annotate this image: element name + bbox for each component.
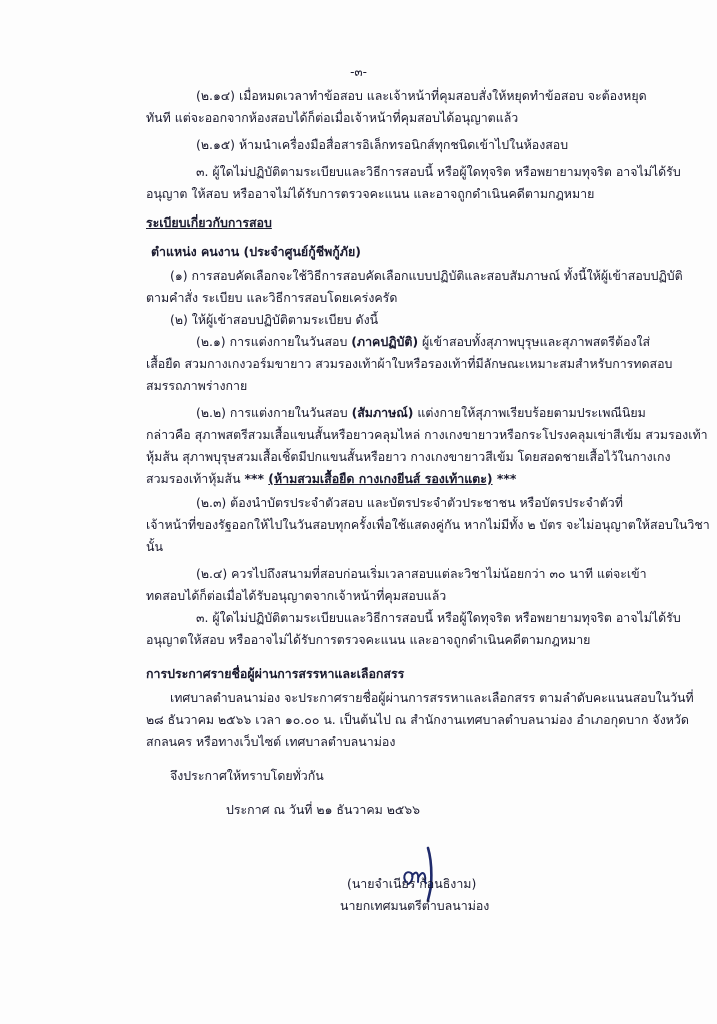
item-3-line-1: ๓. ผู้ใดไม่ปฏิบัติตามระเบียบและวิธีการสอบนี้ หรือผู้ใดทุจริต หรือพยายามทุจริต อาจไม่ได้รับ xyxy=(196,164,681,179)
rule-2: (๒) ให้ผู้เข้าสอบปฏิบัติตามระเบียบ ดังนี้ xyxy=(170,312,379,327)
rule-2-2-suffix: แต่งกายให้สุภาพเรียบร้อยตามประเพณีนิยม xyxy=(413,405,646,420)
rule-3-line-2: อนุญาตให้สอบ หรืออาจไม่ได้รับการตรวจคะแนน และอาจถูกดำเนินคดีตามกฎหมาย xyxy=(146,632,591,647)
item-2-14-line-2: ทันที แต่จะออกจากห้องสอบได้ก็ต่อเมื่อเจ้าหน้าที่คุมสอบได้อนุญาตแล้ว xyxy=(146,110,519,125)
rule-2-4-line-2: ทดสอบได้ก็ต่อเมื่อได้รับอนุญาตจากเจ้าหน้าที่คุมสอบแล้ว xyxy=(146,588,447,603)
page-number: -๓- xyxy=(350,65,367,79)
stars-left: *** xyxy=(244,471,269,486)
rule-2-1-line-3: สมรรถภาพร่างกาย xyxy=(146,378,248,393)
item-3-line-2: อนุญาต ให้สอบ หรืออาจไม่ได้รับการตรวจคะแนน และอาจถูกดำเนินคดีตามกฎหมาย xyxy=(146,186,595,201)
signer-title: นายกเทศมนตรีตำบลนาม่อง xyxy=(340,898,490,913)
announce-line-3: สกลนคร หรือทางเว็บไซต์ เทศบาลตำบลนาม่อง xyxy=(146,734,396,749)
rule-2-1-line-2: เสื้อยืด สวมกางเกงวอร์มขายาว สวมรองเท้าผ้าใบหรือรองเท้าที่มีลักษณะเหมาะสมสำหรับการทดสอบ xyxy=(146,356,673,371)
rule-2-2-line-4 xyxy=(146,470,516,487)
rule-1-line-2: ตามคำสั่ง ระเบียบ และวิธีการสอบโดยเคร่งครัด xyxy=(146,290,398,305)
rule-2-1-suffix: ผู้เข้าสอบทั้งสุภาพบุรุษและสุภาพสตรีต้องใส่ xyxy=(418,334,651,349)
rule-2-2-line-4-prefix: สวมรองเท้าหุ้มส้น xyxy=(146,471,245,486)
rule-2-3-line-2: เจ้าหน้าที่ของรัฐออกให้ไปในวันสอบทุกครั้งเพื่อใช้แสดงคู่กัน หากไม่มีทั้ง ๒ บัตร จะไม่อนุญาตให้สอบในวิชา xyxy=(146,517,710,532)
rule-2-1-line-1 xyxy=(196,333,650,350)
signer-name: (นายจำเนียร ก้อนธิงาม) xyxy=(347,876,477,891)
rule-2-4-line-1: (๒.๔) ควรไปถึงสนามที่สอบก่อนเริ่มเวลาสอบแต่ละวิชาไม่น้อยกว่า ๓๐ นาที แต่จะเข้า xyxy=(196,566,647,581)
rules-heading: ระเบียบเกี่ยวกับการสอบ xyxy=(146,215,272,230)
stars-right: *** xyxy=(492,471,517,486)
rule-2-3-line-1: (๒.๓) ต้องนำบัตรประจำตัวสอบ และบัตรประจำตัวประชาชน หรือบัตรประจำตัวที่ xyxy=(196,495,623,510)
announcement-date: ประกาศ ณ วันที่ ๒๑ ธันวาคม ๒๕๖๖ xyxy=(226,802,420,817)
rule-2-3-line-3: นั้น xyxy=(146,539,163,554)
rule-2-2-prefix: (๒.๒) การแต่งกายในวันสอบ xyxy=(196,405,352,420)
signature-image xyxy=(392,842,452,902)
rule-3-line-1: ๓. ผู้ใดไม่ปฏิบัติตามระเบียบและวิธีการสอบนี้ หรือผู้ใดทุจริต หรือพยายามทุจริต อาจไม่ได้รับ xyxy=(196,610,681,625)
prohibited-attire-note: (ห้ามสวมเสื้อยืด กางเกงยีนส์ รองเท้าแตะ) xyxy=(268,471,493,486)
rule-2-2-line-2: กล่าวคือ สุภาพสตรีสวมเสื้อแขนสั้นหรือยาวคลุมไหล่ กางเกงขายาวหรือกระโปรงคลุมเข่าสีเข้ม สวมรองเท้า xyxy=(146,427,708,442)
item-2-14-line-1: (๒.๑๔) เมื่อหมดเวลาทำข้อสอบ และเจ้าหน้าที่คุมสอบสั่งให้หยุดทำข้อสอบ จะต้องหยุด xyxy=(196,88,647,103)
rule-2-2-bold: (สัมภาษณ์) xyxy=(351,405,414,420)
announce-line-1: เทศบาลตำบลนาม่อง จะประกาศรายชื่อผู้ผ่านการสรรหาและเลือกสรร ตามลำดับคะแนนสอบในวันที่ xyxy=(170,690,694,705)
item-2-15: (๒.๑๕) ห้ามนำเครื่องมือสื่อสารอิเล็กทรอนิกส์ทุกชนิดเข้าไปในห้องสอบ xyxy=(196,137,569,152)
closing-statement: จึงประกาศให้ทราบโดยทั่วกัน xyxy=(170,768,324,783)
rule-1-line-1: (๑) การสอบคัดเลือกจะใช้วิธีการสอบคัดเลือกแบบปฏิบัติและสอบสัมภาษณ์ ทั้งนี้ให้ผู้เข้าสอบปฏิบัติ xyxy=(170,268,683,283)
rule-2-1-prefix: (๒.๑) การแต่งกายในวันสอบ xyxy=(196,334,352,349)
announce-line-2: ๒๘ ธันวาคม ๒๕๖๖ เวลา ๑๐.๐๐ น. เป็นต้นไป ณ สำนักงานเทศบาลตำบลนาม่อง อำเภอกุดบาก จังหวัด xyxy=(146,712,689,727)
position-title: ตำแหน่ง คนงาน (ประจำศูนย์กู้ชีพกู้ภัย) xyxy=(151,244,361,259)
rule-2-1-bold: (ภาคปฏิบัติ) xyxy=(351,334,419,349)
rule-2-2-line-1 xyxy=(196,404,646,421)
announce-heading: การประกาศรายชื่อผู้ผ่านการสรรหาและเลือกสรร xyxy=(146,666,405,681)
rule-2-2-line-3: หุ้มส้น สุภาพบุรุษสวมเสื้อเชิ้ตมีปกแขนสั้นหรือยาว กางเกงขายาวสีเข้ม โดยสอดชายเสื้อไว้ในกางเกง xyxy=(146,449,671,464)
